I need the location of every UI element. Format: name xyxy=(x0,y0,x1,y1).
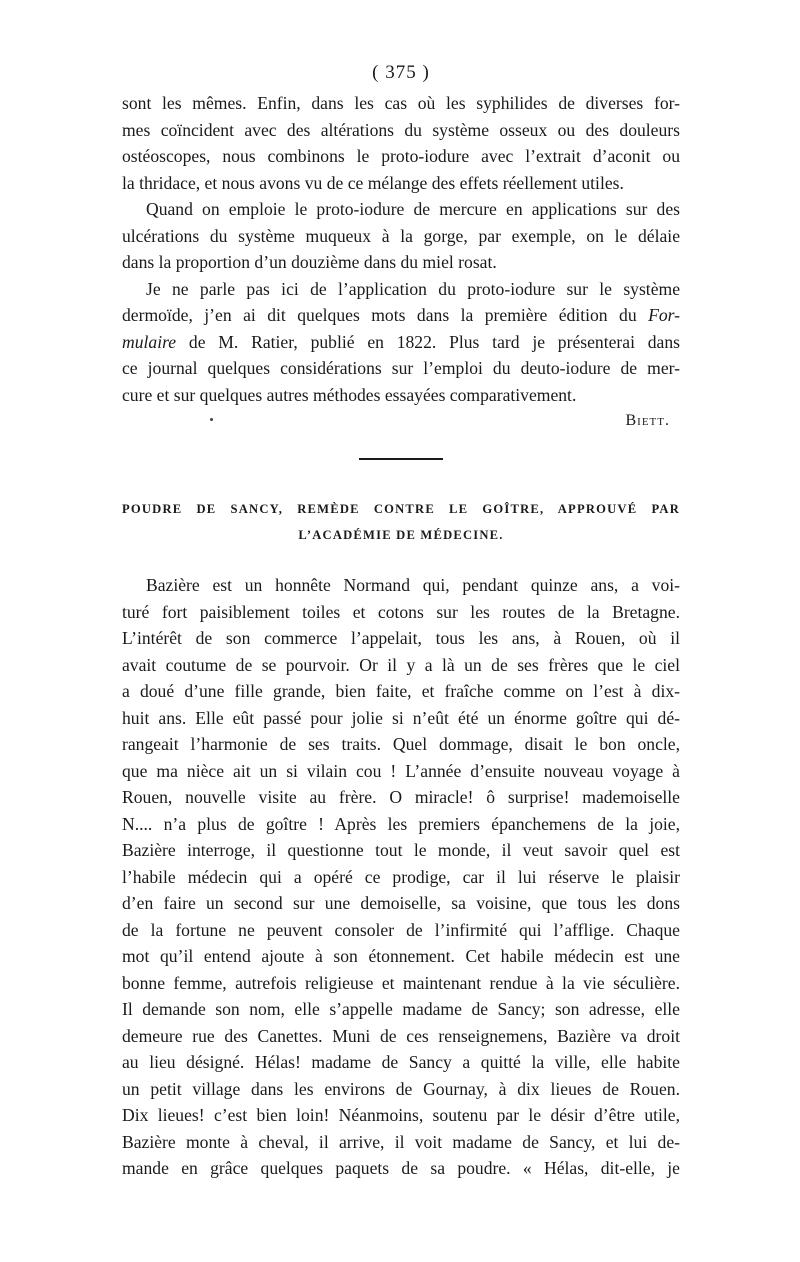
section-divider xyxy=(359,458,443,460)
text-line: ce journal quelques considérations sur l’emploi du deuto-iodure de mer- xyxy=(122,358,680,378)
text-line: bonne femme, autrefois religieuse et maintenant rendue à la vie séculière. xyxy=(122,972,680,993)
text-line: mande en grâce quelques paquets de sa poudre. « Hélas, dit-elle, je xyxy=(122,1158,680,1178)
text-line: dans la proportion d’un douzième dans du miel rosat. xyxy=(122,252,497,272)
italic-title: mulaire xyxy=(122,331,177,352)
text-line: mes coïncident avec des altérations du système osseux ou des douleurs xyxy=(122,119,680,140)
text-line: Bazière est un honnête Normand qui, pendant quinze ans, a voi- xyxy=(146,575,680,595)
text-line: Dix lieues! c’est bien loin! Néanmoins, soutenu par le désir d’être utile, xyxy=(122,1105,680,1125)
text-segment: dermoïde, j’en ai dit quelques mots dans la première édition du xyxy=(122,305,637,325)
section-heading-line-1: POUDRE DE SANCY, REMÈDE CONTRE LE GOÎTRE, APPROUVÉ PAR xyxy=(122,502,680,516)
text-line xyxy=(122,329,680,356)
text-line: Rouen, nouvelle visite au frère. O miracle! ô surprise! mademoiselle xyxy=(122,787,680,807)
section-heading-line-2: L’ACADÉMIE DE MÉDECINE. xyxy=(298,528,504,542)
text-line xyxy=(122,302,680,329)
text-line: de la fortune ne peuvent consoler de l’infirmité qui l’afflige. Chaque xyxy=(122,919,680,940)
text-segment: de M. Ratier, publié en 1822. Plus tard je présenterai dans xyxy=(188,331,680,352)
text-line: que ma nièce ait un si vilain cou ! L’année d’ensuite nouveau voyage à xyxy=(122,760,680,781)
text-line: sont les mêmes. Enfin, dans les cas où les syphilides de diverses for- xyxy=(122,93,680,113)
text-line: ostéoscopes, nous combinons le proto-iodure avec l’extrait d’aconit ou xyxy=(122,146,680,166)
author-signature: Biett. xyxy=(625,412,670,429)
italic-title: For- xyxy=(648,305,680,325)
text-line: Bazière interroge, il questionne tout le monde, il veut savoir quel est xyxy=(122,840,680,860)
text-line: huit ans. Elle eût passé pour jolie si n’eût été un énorme goître qui dé- xyxy=(122,707,680,728)
book-page xyxy=(122,58,680,1182)
text-line: rangeait l’harmonie de ses traits. Quel dommage, disait le bon oncle, xyxy=(122,734,680,754)
text-line: avait coutume de se pourvoir. Or il y a là un de ses frères que le ciel xyxy=(122,654,680,675)
text-line: la thridace, et nous avons vu de ce mélange des effets réellement utiles. xyxy=(122,172,624,193)
text-line: demeure rue des Canettes. Muni de ces renseignemens, Bazière va droit xyxy=(122,1025,680,1046)
stray-dot xyxy=(210,418,213,421)
paragraph-syphilides xyxy=(122,90,680,196)
page-number: ( 375 ) xyxy=(372,62,430,83)
text-line: mot qu’il entend ajoute à son étonnement. Cet habile médecin est une xyxy=(122,946,680,966)
paragraph-dermoide xyxy=(122,276,680,409)
text-line: L’intérêt de son commerce l’appelait, tous les ans, à Rouen, où il xyxy=(122,628,680,648)
text-line: Bazière monte à cheval, il arrive, il voit madame de Sancy, et lui de- xyxy=(122,1131,680,1152)
paragraph-applications xyxy=(122,196,680,276)
text-line: Il demande son nom, elle s’appelle madame de Sancy; son adresse, elle xyxy=(122,999,680,1019)
text-line: turé fort paisiblement toiles et cotons sur les routes de la Bretagne. xyxy=(122,601,680,622)
text-line: un petit village dans les environs de Gournay, à dix lieues de Rouen. xyxy=(122,1078,680,1099)
text-line: Je ne parle pas ici de l’application du proto-iodure sur le système xyxy=(146,278,680,299)
text-line: cure et sur quelques autres méthodes essayées comparativement. xyxy=(122,384,577,405)
paragraph-baziere xyxy=(122,572,680,1182)
text-line: l’habile médecin qui a opéré ce prodige, car il lui réserve le plaisir xyxy=(122,866,680,887)
text-line: N.... n’a plus de goître ! Après les premiers épanchemens de la joie, xyxy=(122,813,680,834)
text-line: a doué d’une fille grande, bien faite, et fraîche comme on l’est à dix- xyxy=(122,681,680,701)
text-line: au lieu désigné. Hélas! madame de Sancy a quitté la ville, elle habite xyxy=(122,1052,680,1072)
text-line: ulcérations du système muqueux à la gorge, par exemple, on le délaie xyxy=(122,225,680,246)
text-line: d’en faire un second sur une demoiselle, sa voisine, que tous les dons xyxy=(122,893,680,913)
text-line: Quand on emploie le proto-iodure de mercure en applications sur des xyxy=(146,199,680,219)
